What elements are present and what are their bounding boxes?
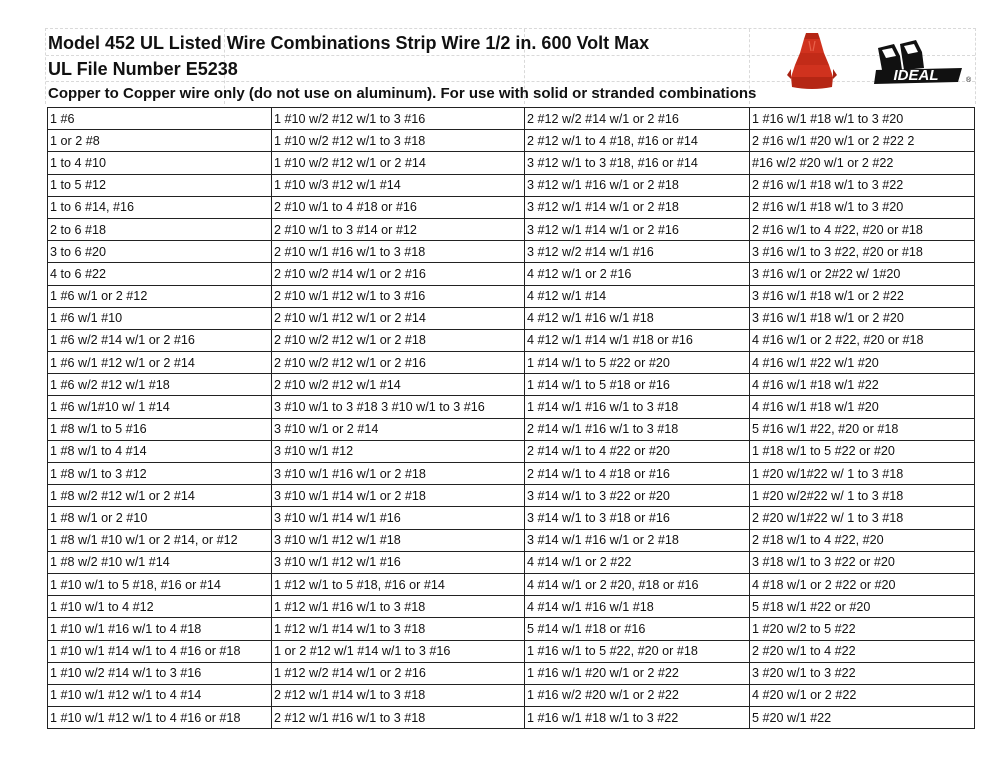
table-cell: 1 #10 w/1 #16 w/1 to 4 #18	[48, 618, 272, 640]
table-row	[48, 108, 975, 130]
table-row	[48, 396, 975, 418]
usage-note: Copper to Copper wire only (do not use on aluminum). For use with solid or stranded combinations	[48, 85, 757, 102]
table-cell: 3 #14 w/1 #16 w/1 or 2 #18	[525, 529, 750, 551]
table-cell: 3 #12 w/1 #14 w/1 or 2 #18	[525, 196, 750, 218]
table-cell: 2 #14 w/1 to 4 #22 or #20	[525, 440, 750, 462]
table-cell: 1 #8 w/1 or 2 #10	[48, 507, 272, 529]
table-cell: 1 #14 w/1 #16 w/1 to 3 #18	[525, 396, 750, 418]
table-cell: 3 #16 w/1 #18 w/1 or 2 #22	[750, 285, 975, 307]
table-cell: 5 #16 w/1 #22, #20 or #18	[750, 418, 975, 440]
table-cell: 2 #10 w/2 #12 w/1 or 2 #18	[272, 329, 525, 351]
table-cell: 2 #12 w/1 to 4 #18, #16 or #14	[525, 130, 750, 152]
table-cell: 1 to 6 #14, #16	[48, 196, 272, 218]
table-cell: 3 #14 w/1 to 3 #18 or #16	[525, 507, 750, 529]
table-cell: 1 #8 w/1 to 3 #12	[48, 463, 272, 485]
table-cell: 3 #10 w/1 #12 w/1 #16	[272, 551, 525, 573]
table-cell: 1 or 2 #8	[48, 130, 272, 152]
table-cell: 2 #10 w/1 #12 w/1 to 3 #16	[272, 285, 525, 307]
table-cell: 1 #12 w/1 #14 w/1 to 3 #18	[272, 618, 525, 640]
table-cell: 1 #10 w/2 #12 w/1 to 3 #18	[272, 130, 525, 152]
table-cell: 1 #12 w/1 #16 w/1 to 3 #18	[272, 596, 525, 618]
table-cell: 1 or 2 #12 w/1 #14 w/1 to 3 #16	[272, 640, 525, 662]
table-cell: 1 #20 w/2#22 w/ 1 to 3 #18	[750, 485, 975, 507]
table-row	[48, 374, 975, 396]
table-cell: 3 #16 w/1 or 2#22 w/ 1#20	[750, 263, 975, 285]
table-cell: 1 #16 w/1 #20 w/1 or 2 #22	[525, 662, 750, 684]
table-row	[48, 152, 975, 174]
table-cell: 1 #10 w/1 to 5 #18, #16 or #14	[48, 573, 272, 595]
table-cell: 1 #10 w/2 #14 w/1 to 3 #16	[48, 662, 272, 684]
table-cell: 2 #12 w/2 #14 w/1 or 2 #16	[525, 108, 750, 130]
table-cell: 1 #8 w/1 to 4 #14	[48, 440, 272, 462]
table-cell: 1 #6 w/1 or 2 #12	[48, 285, 272, 307]
table-cell: 4 #16 w/1 #22 w/1 #20	[750, 352, 975, 374]
table-cell: 1 #10 w/1 to 4 #12	[48, 596, 272, 618]
table-cell: 1 #10 w/2 #12 w/1 or 2 #14	[272, 152, 525, 174]
table-cell: 1 #16 w/1 to 5 #22, #20 or #18	[525, 640, 750, 662]
table-cell: 1 #10 w/1 #12 w/1 to 4 #16 or #18	[48, 707, 272, 729]
table-cell: 3 #10 w/1 #14 w/1 or 2 #18	[272, 485, 525, 507]
table-row	[48, 440, 975, 462]
table-cell: 3 #16 w/1 to 3 #22, #20 or #18	[750, 241, 975, 263]
table-cell: 2 #16 w/1 #20 w/1 or 2 #22 2	[750, 130, 975, 152]
table-row	[48, 130, 975, 152]
table-row	[48, 218, 975, 240]
table-cell: 1 #20 w/1#22 w/ 1 to 3 #18	[750, 463, 975, 485]
table-cell: 1 #16 w/1 #18 w/1 to 3 #20	[750, 108, 975, 130]
table-cell: 4 #20 w/1 or 2 #22	[750, 684, 975, 706]
ideal-logo	[872, 38, 972, 86]
ul-file-number: UL File Number E5238	[48, 59, 238, 79]
table-cell: 3 #10 w/1 #16 w/1 or 2 #18	[272, 463, 525, 485]
table-cell: 5 #18 w/1 #22 or #20	[750, 596, 975, 618]
table-cell: 1 #14 w/1 to 5 #18 or #16	[525, 374, 750, 396]
table-row	[48, 329, 975, 351]
table-row	[48, 285, 975, 307]
table-cell: 5 #14 w/1 #18 or #16	[525, 618, 750, 640]
table-cell: 2 #20 w/1#22 w/ 1 to 3 #18	[750, 507, 975, 529]
table-cell: 3 #10 w/1 #12	[272, 440, 525, 462]
table-cell: 3 #12 w/1 #16 w/1 or 2 #18	[525, 174, 750, 196]
wire-combinations-table	[47, 107, 975, 729]
table-cell: 2 to 6 #18	[48, 218, 272, 240]
table-cell: 4 #14 w/1 or 2 #22	[525, 551, 750, 573]
table-cell: 3 to 6 #20	[48, 241, 272, 263]
table-cell: 4 #16 w/1 #18 w/1 #22	[750, 374, 975, 396]
table-row	[48, 707, 975, 729]
table-cell: 4 to 6 #22	[48, 263, 272, 285]
table-cell: 3 #14 w/1 to 3 #22 or #20	[525, 485, 750, 507]
table-cell: 4 #14 w/1 #16 w/1 #18	[525, 596, 750, 618]
table-cell: 3 #10 w/1 to 3 #18 3 #10 w/1 to 3 #16	[272, 396, 525, 418]
table-cell: 3 #10 w/1 #12 w/1 #18	[272, 529, 525, 551]
table-cell: 1 #10 w/3 #12 w/1 #14	[272, 174, 525, 196]
table-cell: 3 #20 w/1 to 3 #22	[750, 662, 975, 684]
table-cell: 3 #10 w/1 or 2 #14	[272, 418, 525, 440]
table-cell: 2 #10 w/1 to 4 #18 or #16	[272, 196, 525, 218]
table-cell: 4 #18 w/1 or 2 #22 or #20	[750, 573, 975, 595]
table-cell: 2 #10 w/1 #12 w/1 or 2 #14	[272, 307, 525, 329]
table-cell: 5 #20 w/1 #22	[750, 707, 975, 729]
table-row	[48, 418, 975, 440]
table-row	[48, 352, 975, 374]
table-cell: 2 #10 w/1 #16 w/1 to 3 #18	[272, 241, 525, 263]
table-cell: 4 #12 w/1 or 2 #16	[525, 263, 750, 285]
table-row	[48, 596, 975, 618]
table-cell: 1 #14 w/1 to 5 #22 or #20	[525, 352, 750, 374]
table-row	[48, 485, 975, 507]
table-cell: 4 #12 w/1 #16 w/1 #18	[525, 307, 750, 329]
table-cell: 3 #12 w/1 #14 w/1 or 2 #16	[525, 218, 750, 240]
table-cell: 4 #12 w/1 #14 w/1 #18 or #16	[525, 329, 750, 351]
table-row	[48, 684, 975, 706]
table-row	[48, 307, 975, 329]
table-row	[48, 662, 975, 684]
table-cell: 3 #10 w/1 #14 w/1 #16	[272, 507, 525, 529]
table-row	[48, 463, 975, 485]
table-cell: 1 #20 w/2 to 5 #22	[750, 618, 975, 640]
svg-text:IDEAL: IDEAL	[893, 67, 939, 84]
table-cell: 2 #10 w/2 #14 w/1 or 2 #16	[272, 263, 525, 285]
table-cell: 2 #10 w/2 #12 w/1 #14	[272, 374, 525, 396]
table-row	[48, 551, 975, 573]
table-cell: 1 to 5 #12	[48, 174, 272, 196]
table-cell: 3 #16 w/1 #18 w/1 or 2 #20	[750, 307, 975, 329]
table-cell: 3 #12 w/1 to 3 #18, #16 or #14	[525, 152, 750, 174]
table-cell: 2 #16 w/1 to 4 #22, #20 or #18	[750, 218, 975, 240]
table-cell: 2 #18 w/1 to 4 #22, #20	[750, 529, 975, 551]
page-title: Model 452 UL Listed Wire Combinations Strip Wire 1/2 in. 600 Volt Max	[48, 33, 650, 53]
table-cell: 1 #16 w/2 #20 w/1 or 2 #22	[525, 684, 750, 706]
table-cell: 1 #10 w/1 #14 w/1 to 4 #16 or #18	[48, 640, 272, 662]
table-cell: 1 #6	[48, 108, 272, 130]
table-cell: 1 #8 w/2 #10 w/1 #14	[48, 551, 272, 573]
table-cell: 1 #12 w/2 #14 w/1 or 2 #16	[272, 662, 525, 684]
table-cell: 3 #18 w/1 to 3 #22 or #20	[750, 551, 975, 573]
table-cell: 1 #10 w/2 #12 w/1 to 3 #16	[272, 108, 525, 130]
table-cell: 1 #6 w/2 #12 w/1 #18	[48, 374, 272, 396]
table-cell: 2 #20 w/1 to 4 #22	[750, 640, 975, 662]
table-row	[48, 174, 975, 196]
table-row	[48, 640, 975, 662]
table-cell: 2 #14 w/1 #16 w/1 to 3 #18	[525, 418, 750, 440]
table-row	[48, 618, 975, 640]
table-cell: 1 #8 w/1 #10 w/1 or 2 #14, or #12	[48, 529, 272, 551]
table-cell: 1 #6 w/1#10 w/ 1 #14	[48, 396, 272, 418]
table-cell: 4 #16 w/1 #18 w/1 #20	[750, 396, 975, 418]
svg-text:®: ®	[966, 77, 972, 84]
table-row	[48, 196, 975, 218]
table-cell: 3 #12 w/2 #14 w/1 #16	[525, 241, 750, 263]
table-cell: 1 to 4 #10	[48, 152, 272, 174]
table-cell: 1 #12 w/1 to 5 #18, #16 or #14	[272, 573, 525, 595]
table-cell: 1 #6 w/2 #14 w/1 or 2 #16	[48, 329, 272, 351]
table-row	[48, 507, 975, 529]
table-row	[48, 241, 975, 263]
table-cell: 4 #14 w/1 or 2 #20, #18 or #16	[525, 573, 750, 595]
table-row	[48, 573, 975, 595]
table-cell: 1 #10 w/1 #12 w/1 to 4 #14	[48, 684, 272, 706]
table-cell: 2 #16 w/1 #18 w/1 to 3 #22	[750, 174, 975, 196]
table-cell: 2 #14 w/1 to 4 #18 or #16	[525, 463, 750, 485]
table-cell: 1 #6 w/1 #12 w/1 or 2 #14	[48, 352, 272, 374]
table-cell: 1 #18 w/1 to 5 #22 or #20	[750, 440, 975, 462]
table-cell: 1 #8 w/2 #12 w/1 or 2 #14	[48, 485, 272, 507]
table-cell: 4 #12 w/1 #14	[525, 285, 750, 307]
table-row	[48, 263, 975, 285]
table-cell: 2 #12 w/1 #14 w/1 to 3 #18	[272, 684, 525, 706]
table-cell: #16 w/2 #20 w/1 or 2 #22	[750, 152, 975, 174]
table-cell: 4 #16 w/1 or 2 #22, #20 or #18	[750, 329, 975, 351]
table-cell: 2 #12 w/1 #16 w/1 to 3 #18	[272, 707, 525, 729]
table-cell: 1 #6 w/1 #10	[48, 307, 272, 329]
wire-connector-icon	[787, 31, 837, 91]
table-cell: 1 #16 w/1 #18 w/1 to 3 #22	[525, 707, 750, 729]
table-cell: 2 #10 w/2 #12 w/1 or 2 #16	[272, 352, 525, 374]
table-cell: 2 #16 w/1 #18 w/1 to 3 #20	[750, 196, 975, 218]
table-cell: 2 #10 w/1 to 3 #14 or #12	[272, 218, 525, 240]
table-row	[48, 529, 975, 551]
table-cell: 1 #8 w/1 to 5 #16	[48, 418, 272, 440]
